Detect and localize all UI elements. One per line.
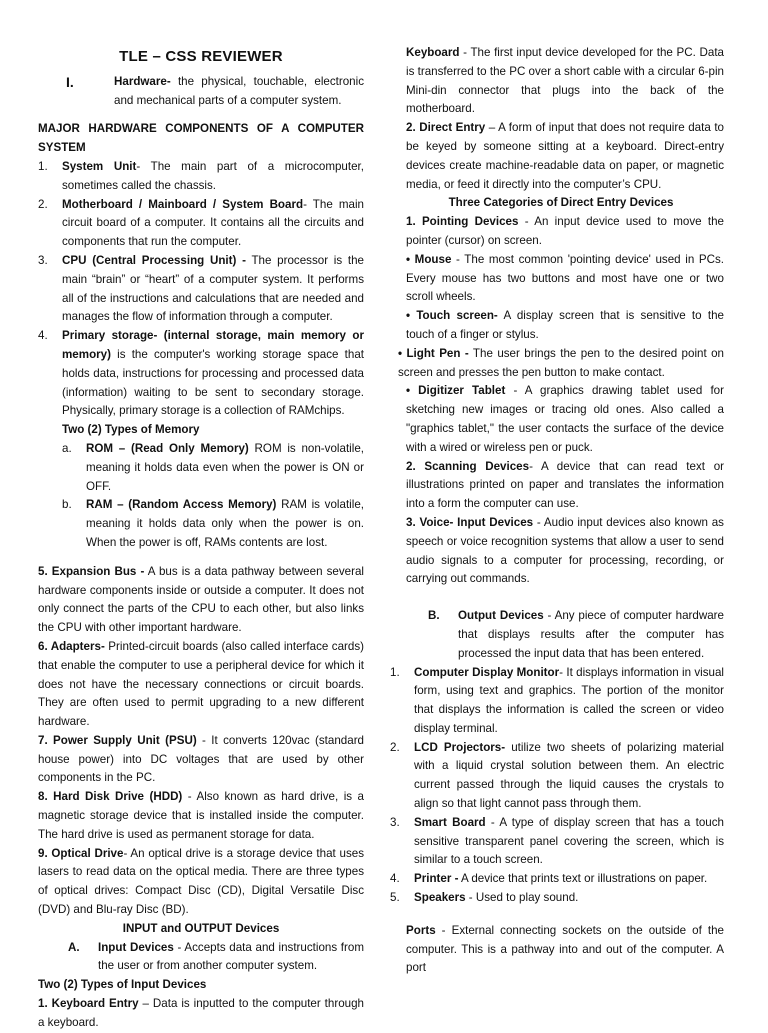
item-term: RAM – (Random Access Memory) [86, 498, 277, 512]
item-term: Smart Board [414, 815, 486, 829]
numbered-paragraph [38, 788, 364, 844]
para-term: • Mouse [406, 252, 452, 266]
item-desc: ROM is non-volatile, meaning it holds data even when the power is ON or OFF. [86, 441, 364, 493]
hardware-term: Hardware- [114, 74, 171, 88]
item-term: Speakers [414, 891, 466, 905]
roman-numeral: I. [66, 73, 74, 90]
touch-screen-paragraph [398, 307, 724, 345]
io-heading-text: INPUT and OUTPUT Devices [122, 921, 280, 935]
para-desc: - Audio input devices also known as speech or voice recognition systems that allow a user to send audio signals to a computer for processing, recording, or carrying out commands. [406, 515, 724, 586]
para-desc: A display screen that is sensitive to the touch of a finger or stylus. [406, 309, 724, 341]
right-column [390, 44, 725, 978]
scanning-paragraph [398, 458, 724, 514]
list-item [38, 327, 364, 421]
item-desc: - It displays information in visual form, using text and graphics. The portion of the monitor that displays the information is called the screen or video display terminal. [414, 665, 725, 735]
hardware-desc: the physical, touchable, electronic and mechanical parts of a computer system. [114, 74, 364, 107]
list-item [38, 196, 364, 252]
para-term: • Digitizer Tablet [406, 384, 506, 398]
item-term: System Unit [62, 159, 137, 173]
io-heading [38, 920, 364, 939]
item-desc: is the computer's working storage space that holds data, instructions for processing and processed data (information) waiting to be sent to secondary storage. Physically, primary storage is a collection of RAMchips. [62, 347, 364, 418]
para-term: 9. Optical Drive [38, 846, 124, 860]
item-term: Input Devices [98, 940, 174, 954]
para-desc: - A graphics drawing tablet used for sketching new images or tracing old ones. Also called a "graphics tablet," the user contacts the surface of the device with a wired or wireless pen or puck. [406, 384, 724, 454]
para-desc: - It converts 120vac (standard house power) into DC voltages that are used by other components in the PC. [38, 733, 365, 785]
item-number: 3. [390, 815, 400, 829]
mouse-paragraph [398, 251, 724, 307]
para-desc: - Also known as hard drive, is a magnetic storage device that is installed inside the computer. The hard drive is used as permanent storage for data. [38, 790, 364, 841]
left-column [38, 44, 364, 1033]
list-item [38, 158, 364, 196]
item-number: 2. [38, 197, 48, 211]
para-term: • Light Pen - [398, 346, 469, 360]
para-desc: - External connecting sockets on the outside of the computer. This is a pathway into and out of the computer. A port [406, 923, 724, 975]
input-types-heading-text: Two (2) Types of Input Devices [38, 978, 207, 992]
para-desc: A bus is a data pathway between several hardware components inside or outside a computer. It does not only connect the parts of the CPU to each other, but also links the CPU with other important hardware. [38, 564, 364, 635]
item-number: 4. [38, 329, 48, 343]
item-desc: A device that prints text or illustrations on paper. [458, 872, 708, 886]
para-term: 2. Scanning Devices [406, 459, 530, 473]
hardware-definition [38, 73, 364, 111]
ports-paragraph [398, 922, 724, 978]
para-desc: - An optical drive is a storage device that uses lasers to read data on the optical media. There are three types of optical drives: Compact Disc (CD), Digital Versatile Disc (DVD) and Blu-ray Disc (BD). [38, 846, 364, 917]
para-term: 5. Expansion Bus - [38, 564, 145, 578]
memory-types-heading-text: Two (2) Types of Memory [62, 423, 200, 437]
item-desc: utilize two sheets of polarizing material with a liquid crystal solution between them. An electric current passed through the liquid causes the crystals to align so that light cannot pass through them. [414, 740, 724, 811]
para-desc: - An input device used to move the pointer (cursor) on screen. [406, 215, 725, 247]
item-term: CPU (Central Processing Unit) - [62, 253, 246, 267]
para-term: 1. Pointing Devices [406, 215, 519, 229]
item-term: Motherboard / Mainboard / System Board [62, 197, 304, 211]
para-desc: – Data is inputted to the computer through a keyboard. [38, 997, 364, 1029]
direct-entry-heading-text: Three Categories of Direct Entry Devices [448, 196, 674, 210]
item-desc: - Used to play sound. [465, 891, 579, 905]
item-desc: - Any piece of computer hardware that displays results after the computer has processed the input data that has been entered. [458, 609, 724, 660]
para-desc: - A device that can read text or illustrations printed on paper and translates the information into a form the computer can use. [406, 459, 725, 511]
item-letter: a. [62, 441, 72, 455]
item-term: Output Devices [458, 609, 544, 623]
item-desc: RAM is volatile, meaning it holds data only when the power is on. When the power is off, RAMs contents are lost. [86, 498, 364, 549]
input-types-heading [38, 976, 364, 995]
para-term: 6. Adapters- [38, 639, 105, 653]
para-term: • Touch screen- [406, 309, 498, 323]
document-title: TLE – CSS REVIEWER [119, 48, 283, 65]
item-number: 3. [38, 253, 48, 267]
memory-item [38, 496, 364, 552]
list-item [390, 664, 724, 739]
item-letter: B. [428, 609, 440, 623]
memory-types-heading [38, 421, 364, 440]
para-term: Ports [406, 923, 436, 937]
item-term: Computer Display Monitor [414, 665, 560, 679]
para-term: 3. Voice- Input Devices [406, 515, 534, 529]
item-term: LCD Projectors- [414, 740, 506, 754]
para-desc: - The most common 'pointing device' used in PCs. Every mouse has two buttons and most have one or two scroll wheels. [406, 252, 725, 304]
item-desc: - Accepts data and instructions from the user or from another computer system. [98, 940, 364, 973]
list-item [390, 870, 724, 889]
keyboard-entry-paragraph [38, 995, 364, 1033]
para-desc: The user brings the pen to the desired point on screen and presses the pen button to make contact. [398, 346, 724, 379]
list-item [390, 739, 724, 814]
memory-item [38, 440, 364, 496]
item-number: 5. [390, 891, 400, 905]
para-term: 1. Keyboard Entry [38, 997, 139, 1011]
output-devices-item [398, 607, 724, 663]
para-term: 7. Power Supply Unit (PSU) [38, 733, 197, 747]
voice-input-paragraph [398, 514, 724, 589]
item-term: Printer - [414, 872, 459, 886]
input-devices-item [38, 939, 364, 977]
major-components-heading: MAJOR HARDWARE COMPONENTS OF A COMPUTER SYSTEM [38, 122, 364, 155]
para-term: 8. Hard Disk Drive (HDD) [38, 790, 183, 804]
digitizer-paragraph [398, 382, 724, 457]
item-desc: The processor is the main “brain” or “heart” of a computer system. It performs all of the instructions and calculations that are needed and manages the flow of information through a computer. [62, 253, 364, 324]
para-desc: Printed-circuit boards (also called interface cards) that enable the computer to use a peripheral device for which it does not have the necessary connections or circuit boards. They are often used to permit upgrading to a new different hardware. [38, 639, 364, 729]
list-item [390, 889, 724, 908]
pointing-devices-paragraph [398, 213, 724, 251]
para-desc: - The first input device developed for the PC. Data is transferred to the PC over a short cable with a circular 6-pin Mini-din connector that plugs into the back of the motherboard. [406, 46, 724, 116]
direct-entry-paragraph [398, 119, 724, 194]
keyboard-paragraph [398, 44, 724, 119]
item-term: Primary storage- (internal storage, main memory or memory) [62, 329, 364, 361]
item-desc: - The main part of a microcomputer, sometimes called the chassis. [62, 159, 364, 192]
numbered-paragraph [38, 845, 364, 920]
list-item [38, 252, 364, 327]
direct-entry-heading [398, 194, 724, 213]
item-letter: b. [62, 498, 72, 512]
item-desc: - The main circuit board of a computer. It contains all the circuits and components that run the computer. [62, 197, 364, 249]
list-item [390, 814, 724, 870]
para-desc: – A form of input that does not require data to be keyed by someone sitting at a keyboard. Direct-entry devices create machine-readable data on paper, or magnetic media, or feed it directly into the computer’s CPU. [406, 121, 725, 191]
major-components-list [38, 158, 364, 421]
light-pen-paragraph [398, 345, 724, 383]
output-devices-list [390, 664, 724, 908]
numbered-paragraph [38, 563, 364, 638]
item-number: 2. [390, 740, 400, 754]
item-number: 1. [38, 159, 48, 173]
numbered-paragraph [38, 732, 364, 788]
para-term: 2. Direct Entry [406, 121, 486, 135]
numbered-paragraph [38, 638, 364, 732]
item-term: ROM – (Read Only Memory) [86, 441, 249, 455]
item-number: 4. [390, 872, 400, 886]
item-letter: A. [68, 940, 80, 954]
item-desc: - A type of display screen that has a touch sensitive transparent panel covering the screen, which is similar to a touch screen. [414, 815, 724, 867]
item-number: 1. [390, 665, 400, 679]
para-term: Keyboard [406, 46, 460, 59]
